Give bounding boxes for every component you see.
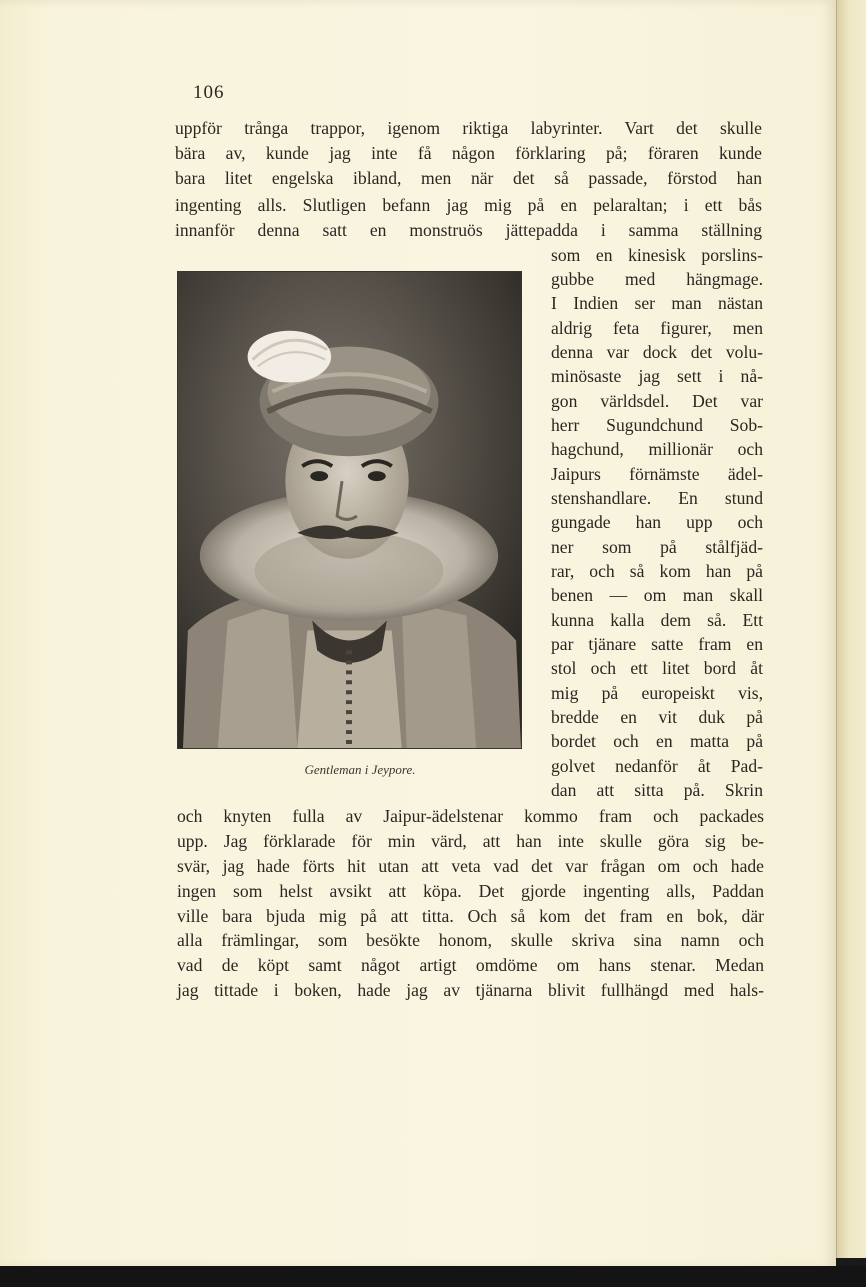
text-line: aldrig feta figurer, men [551,318,763,338]
text-line: bara litet engelska ibland, men när det så passade, förstod han [175,168,762,188]
text-line: gon världsdel. Det var [551,391,763,411]
portrait-illustration [178,272,521,748]
text-line: hagchund, millionär och [551,439,763,459]
text-line: kunna kalla dem så. Ett [551,610,763,630]
text-line: I Indien ser man nästan [551,293,763,313]
text-line: mig på europeiskt vis, [551,683,763,703]
text-line: Jaipurs förnämste ädel- [551,464,763,484]
text-line: bära av, kunde jag inte få någon förklaring på; föraren kunde [175,143,762,163]
text-line: herr Sugundchund Sob- [551,415,763,435]
text-line: gubbe med hängmage. [551,269,763,289]
text-line: jag tittade i boken, hade jag av tjänarna blivit fullhängd med hals- [177,980,764,1000]
text-line: och knyten fulla av Jaipur-ädelstenar kommo fram och packades [177,806,764,826]
figure-caption: Gentleman i Jeypore. [304,762,416,777]
text-line: vad de köpt samt något artigt omdöme om hans stenar. Medan [177,955,764,975]
text-line: dan att sitta på. Skrin [551,780,763,800]
text-line: stol och ett litet bord åt [551,658,763,678]
text-line: benen — om man skall [551,585,763,605]
text-line: bordet och en matta på [551,731,763,751]
text-line: svär, jag hade förts hit utan att veta vad det var frågan om och hade [177,856,764,876]
text-line: innanför denna satt en monstruös jättepadda i samma ställning [175,220,762,240]
text-line: ner som på stålfjäd- [551,537,763,557]
text-line: denna var dock det volu- [551,342,763,362]
text-line: ville bara bjuda mig på att titta. Och så kom det fram en bok, där [177,906,764,926]
text-line: stenshandlare. En stund [551,488,763,508]
next-page-edge [836,0,866,1258]
text-line: gungade han upp och [551,512,763,532]
page-number: 106 [193,82,225,103]
text-line: rar, och så kom han på [551,561,763,581]
text-line: upp. Jag förklarade för min värd, att han inte skulle göra sig be- [177,831,764,851]
text-line: bredde en vit duk på [551,707,763,727]
bottom-shadow [0,1266,866,1287]
text-line: ingen som helst avsikt att köpa. Det gjorde ingenting alls, Paddan [177,881,764,901]
text-line: alla främlingar, som besökte honom, skulle skriva sina namn och [177,930,764,950]
text-line: som en kinesisk porslins- [551,245,763,265]
text-line: par tjänare satte fram en [551,634,763,654]
text-line: ingenting alls. Slutligen befann jag mig på en pelaraltan; i ett bås [175,195,762,215]
text-line: uppför trånga trappor, igenom riktiga labyrinter. Vart det skulle [175,118,762,138]
portrait-photograph [177,271,522,749]
text-line: golvet nedanför åt Pad- [551,756,763,776]
text-line: minösaste jag sett i nå- [551,366,763,386]
